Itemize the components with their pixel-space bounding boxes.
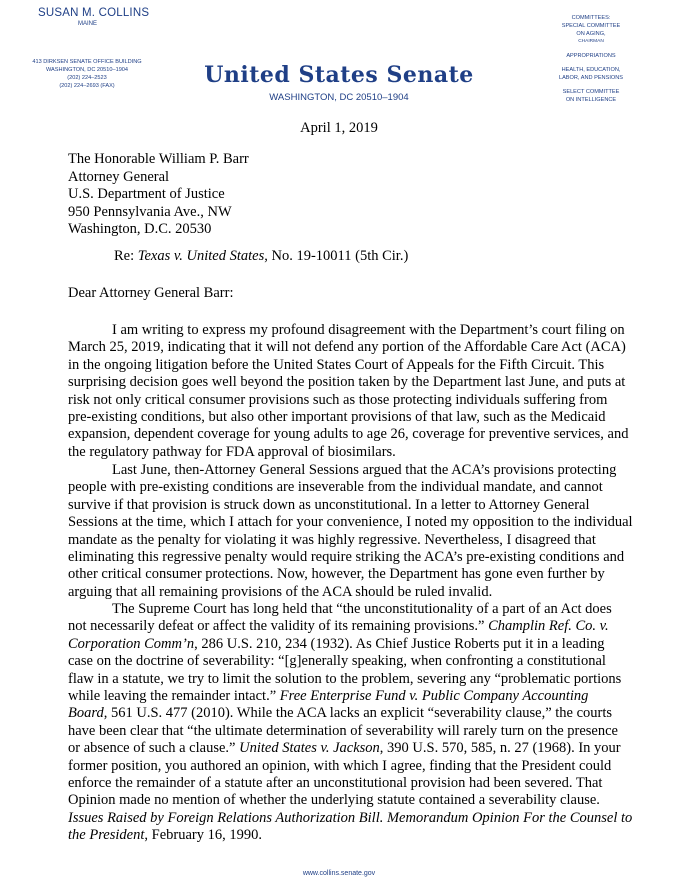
text-line: people with pre-existing conditions are inseverable from the individual mandate, and cannot: [68, 479, 603, 496]
text-line: enforce the remainder of a statute after an unconstitutional provision had been severed. That: [68, 775, 603, 792]
footer-website: www.collins.senate.gov: [302, 870, 376, 877]
text-run: , 286 U.S. 210, 234 (1932). As Chief Justice Roberts put it in a leading: [194, 635, 605, 652]
text-run: , February 16, 1990.: [144, 827, 262, 844]
re-prefix: Re:: [114, 248, 138, 264]
committee-appropriations: [526, 52, 656, 60]
fax-line: (202) 224–2693 (FAX): [59, 83, 115, 89]
recipient-line: U.S. Department of Justice: [68, 186, 225, 202]
recipient-line: The Honorable William P. Barr: [68, 151, 249, 167]
phone-line: (202) 224–2523: [67, 75, 107, 81]
senate-city: WASHINGTON, DC 20510–1904: [269, 92, 409, 103]
case-citation: Champlin Ref. Co. v.: [488, 618, 609, 635]
committee-line: ON AGING,: [576, 31, 606, 37]
text-run: or absence of such a clause.”: [68, 740, 240, 757]
case-citation: United States v. Jackson: [239, 740, 380, 757]
committees-header: COMMITTEES:: [571, 15, 611, 21]
re-case-number: , No. 19-10011 (5th Cir.): [264, 248, 409, 264]
committee-line: HEALTH, EDUCATION,: [561, 67, 621, 73]
salutation: Dear Attorney General Barr:: [68, 285, 234, 301]
text-line: I am writing to express my profound disagreement with the Department’s court filing on: [112, 322, 625, 338]
text-line: [68, 827, 628, 844]
committee-list: [526, 14, 656, 110]
senate-title: United States Senate: [204, 62, 474, 88]
text-line: flaw in a statute, we try to limit the solution to the problem, severing any “problematic portions: [68, 670, 622, 687]
text-line: arguing that all remaining provisions of the ACA should be ruled invalid.: [68, 583, 493, 600]
text-run: , 390 U.S. 570, 585, n. 27 (1968). In your: [379, 740, 621, 757]
re-case-name: Texas v. United States: [137, 248, 265, 264]
text-run: while leaving the remainder intact.”: [68, 688, 280, 705]
case-citation: Board: [68, 705, 104, 722]
recipient-line: Attorney General: [68, 168, 170, 185]
address-line: 413 DIRKSEN SENATE OFFICE BUILDING: [32, 59, 142, 65]
committee-line: ON INTELLIGENCE: [565, 97, 617, 103]
text-line: pre-existing conditions, but also other important provisions of that law, such as the Medicaid: [68, 409, 606, 426]
committee-line: SELECT COMMITTEE: [562, 89, 620, 95]
committee-intelligence: [526, 88, 656, 104]
text-line: have been clear that “the ultimate determination of severability will rarely turn on the presence: [68, 722, 618, 739]
text-line: March 25, 2019, indicating that it will not defend any portion of the Affordable Care Act (ACA): [68, 339, 626, 356]
text-line: risk not only critical consumer provisions such as those protecting individuals suffering from: [68, 391, 608, 408]
paragraph-2: [68, 462, 633, 601]
sender-state: MAINE: [78, 21, 98, 27]
re-line: [114, 248, 408, 265]
sender-name: SUSAN M. COLLINS: [38, 7, 150, 19]
text-line: Last June, then-Attorney General Sessions argued that the ACA’s provisions protecting: [112, 462, 617, 478]
case-citation: the President: [68, 827, 145, 844]
text-line: surprising decision goes well beyond the position taken by the Department last June, and puts at: [68, 374, 626, 391]
committee-help: [526, 66, 656, 82]
letter-date: April 1, 2019: [300, 120, 378, 136]
text-line: Sessions at the time, which I attach for your convenience, I noted my opposition to the individual: [68, 514, 633, 531]
text-run: , 561 U.S. 477 (2010). While the ACA lacks an explicit “severability clause,” the courts: [103, 705, 613, 722]
text-line: Opinion made no mention of whether the underlying statute contained a severability clause.: [68, 792, 600, 809]
text-line: the regulatory pathway for FDA approval of biosimilars.: [68, 443, 396, 460]
address-line: WASHINGTON, DC 20510–1904: [45, 67, 129, 73]
text-line: case on the doctrine of severability: “[g]enerally speaking, when confronting a constitutional: [68, 653, 606, 670]
text-line: former position, you authored an opinion, with which I agree, finding that the President could: [68, 757, 612, 774]
committee-line: SPECIAL COMMITTEE: [561, 23, 621, 29]
text-line: survive if that provision is struck down as unconstitutional. In a letter to Attorney General: [68, 496, 590, 513]
text-line: [68, 636, 628, 653]
recipient-line: 950 Pennsylvania Ave., NW: [68, 203, 232, 220]
text-line: [68, 688, 628, 705]
committee-line: APPROPRIATIONS: [566, 53, 616, 59]
case-citation: Issues Raised by Foreign Relations Authorization Bill. Memorandum Opinion For the Counsel to: [68, 809, 633, 826]
text-line: eliminating this regressive penalty would require striking the ACA’s pre-existing conditions and: [68, 549, 625, 566]
text-line: expansion, dependent coverage for young adults to age 26, coverage for preventive services, and: [68, 426, 629, 443]
recipient-block: [68, 151, 249, 239]
text-run: not necessarily defeat or affect the validity of its remaining provisions.”: [68, 618, 489, 635]
text-line: other critical consumer protections. Now, however, the Department has gone even further by: [68, 566, 605, 583]
committee-aging: [526, 22, 656, 46]
recipient-line: Washington, D.C. 20530: [68, 221, 212, 237]
text-line: [68, 740, 628, 757]
case-citation: Free Enterprise Fund v. Public Company Accounting: [279, 688, 589, 705]
text-line: The Supreme Court has long held that “the unconstitutionality of a part of an Act does: [112, 601, 612, 617]
committee-line: LABOR, AND PENSIONS: [558, 75, 624, 81]
paragraph-3: [68, 601, 633, 845]
case-citation: Corporation Comm’n: [68, 635, 195, 652]
paragraph-1: [68, 322, 628, 461]
text-line: [68, 618, 628, 635]
text-line: [68, 705, 628, 722]
text-line: in the ongoing litigation before the United States Court of Appeals for the Fifth Circuit. This: [68, 356, 605, 373]
text-line: [68, 809, 633, 827]
committee-role: CHAIRMAN: [578, 39, 604, 44]
text-line: mandate as the penalty for violating it was highly regressive. Nevertheless, I disagreed that: [68, 531, 596, 548]
